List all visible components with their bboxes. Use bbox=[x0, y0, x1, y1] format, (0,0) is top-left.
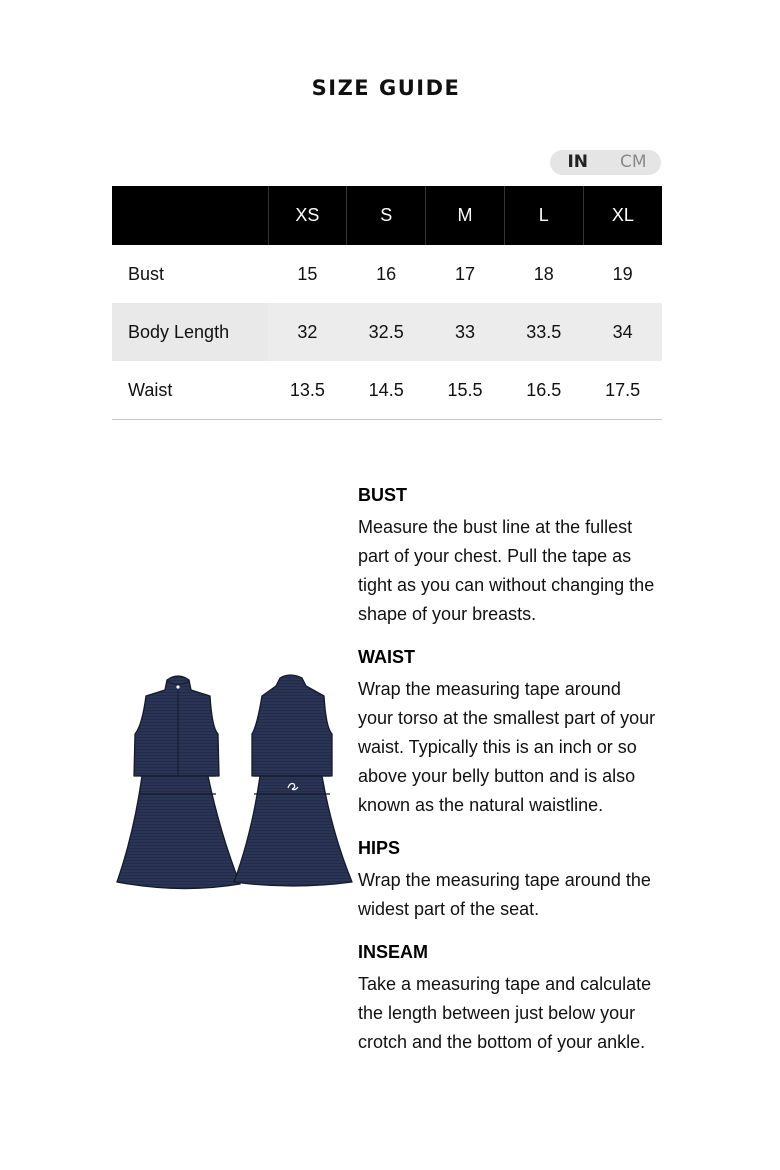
table-header-row bbox=[112, 186, 662, 245]
table-cell: 14.5 bbox=[347, 361, 426, 420]
guide-heading: WAIST bbox=[358, 647, 415, 667]
dress-back-icon bbox=[234, 675, 352, 886]
guide-text: Wrap the measuring tape around your torso at the smallest part of your waist. Typically this is an inch or so above your belly button and is also known as the natural waistline. bbox=[358, 679, 656, 815]
table-row bbox=[112, 303, 662, 361]
table-cell: 19 bbox=[612, 263, 633, 284]
table-cell: 13.5 bbox=[268, 361, 347, 420]
size-table bbox=[112, 186, 662, 420]
page-title: SIZE GUIDE bbox=[311, 76, 461, 100]
header-cell-xs: XS bbox=[268, 186, 347, 245]
guide-text: Take a measuring tape and calculate the length between just below your crotch and the bottom of your ankle. bbox=[358, 974, 652, 1052]
guide-text: Measure the bust line at the fullest part of your chest. Pull the tape as tight as you can without changing the shape of your breasts. bbox=[358, 517, 655, 624]
table-cell: 34 bbox=[583, 303, 662, 361]
measure-guide bbox=[358, 484, 688, 1074]
dress-front-back-icon bbox=[112, 668, 356, 893]
unit-toggle[interactable] bbox=[550, 150, 661, 175]
table-cell: 33.5 bbox=[504, 303, 583, 361]
table-cell: 16.5 bbox=[504, 361, 583, 420]
row-label-body-length: Body Length bbox=[112, 303, 268, 361]
table-cell: 32.5 bbox=[347, 303, 426, 361]
table-cell: 17.5 bbox=[583, 361, 662, 420]
row-label-waist: Waist bbox=[112, 361, 268, 420]
guide-section-hips bbox=[358, 837, 688, 924]
header-cell-empty bbox=[112, 186, 268, 245]
table-cell: 15.5 bbox=[426, 361, 505, 420]
header-cell-l: L bbox=[504, 186, 583, 245]
dress-front-icon bbox=[117, 676, 240, 889]
row-label-bust: Bust bbox=[128, 263, 165, 284]
guide-text: Wrap the measuring tape around the widest part of the seat. bbox=[358, 870, 651, 919]
header-cell-s: S bbox=[347, 186, 426, 245]
guide-heading: INSEAM bbox=[358, 942, 429, 962]
table-cell: 17 bbox=[454, 263, 475, 284]
table-cell: 32 bbox=[268, 303, 347, 361]
table-cell: 18 bbox=[533, 263, 554, 284]
header-cell-xl: XL bbox=[583, 186, 662, 245]
guide-section-waist bbox=[358, 646, 688, 820]
guide-section-bust bbox=[358, 484, 688, 629]
table-row bbox=[112, 361, 662, 420]
table-cell: 16 bbox=[376, 263, 397, 284]
unit-option-in[interactable]: IN bbox=[567, 152, 589, 172]
table-row bbox=[112, 245, 662, 303]
guide-section-inseam bbox=[358, 941, 688, 1057]
table-cell: 15 bbox=[297, 263, 318, 284]
guide-heading: BUST bbox=[358, 485, 407, 505]
guide-heading: HIPS bbox=[358, 838, 401, 858]
table-cell: 33 bbox=[426, 303, 505, 361]
header-cell-m: M bbox=[426, 186, 505, 245]
unit-option-cm[interactable]: CM bbox=[619, 152, 647, 172]
